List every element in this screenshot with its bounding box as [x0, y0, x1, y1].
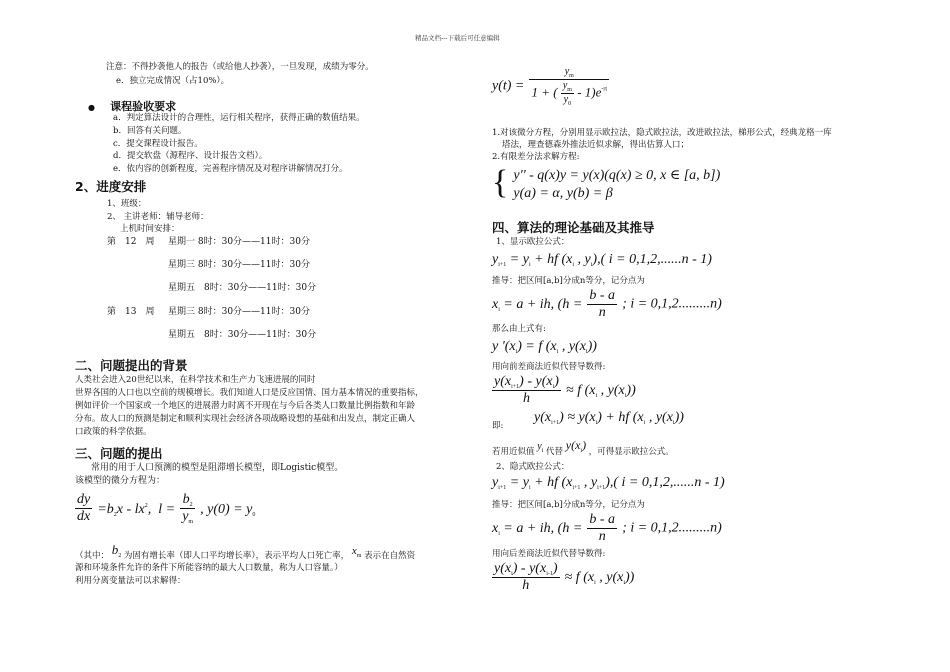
problem-line: 该模型的微分方程为： — [75, 476, 166, 486]
forward-diff-label: 用向前差商法近似代替导数得: — [492, 362, 606, 372]
explicit-euler-formula: $y_{i+1} = y_i$ + hf ($x_i$ , $y_i$),( i = 0,1,2,......n - 1) — [492, 252, 712, 268]
grid-points-formula: $x_i = a$ + ih, (h = $\frac{b - a}{n}$ ; i = 0,1,2.........n) — [492, 288, 722, 320]
problem-line: 常用的用于人口预测的模型是阻滞增长模型，即Logistic模型。 — [91, 463, 344, 473]
section-3-heading: 三、问题的提出 — [75, 446, 163, 461]
class-label: 1、班级： — [107, 199, 147, 209]
section-4-heading: 四、算法的理论基础及其推导 — [492, 220, 655, 235]
separation-line: 利用分离变量法可以求解得： — [75, 576, 186, 586]
acceptance-item: d．提交软盘（源程序、设计报告文档）。 — [113, 151, 268, 161]
backward-diff-formula: $\frac{y(x_i) - y(x_{i-1})}{h}$ ≈ f ($x_i$ , $y(x_i)$) — [494, 561, 635, 593]
schedule-slot: 星期一 8时：30分——11时：30分 — [168, 237, 310, 247]
background-line: 世界各国的人口也以空前的规模增长。我们知道人口是反应国情、国力基本情况的重要指标， — [75, 388, 424, 398]
background-line: 人类社会进入20世纪以来，在科学技术和生产力飞速进展的同时 — [75, 375, 316, 385]
ode-methods-line: 1.对该微分方程，分别用显示欧拉法，隐式欧拉法，改进欧拉法，梯形公式，经典龙格一库 — [492, 128, 832, 138]
background-line: 例如评价一个国家或一个地区的进展潜力时离不开现在与今后各类人口数量比例指数和年龄 — [75, 401, 416, 411]
week-12-label: 第 12 周 — [107, 237, 155, 247]
schedule-slot: 星期三 8时：30分——11时：30分 — [168, 260, 310, 270]
section-2-heading: 二、问题提出的背景 — [75, 358, 188, 373]
schedule-heading: 2、进度安排 — [75, 179, 147, 194]
schedule-slot: 星期三 8时：30分——11时：30分 — [168, 307, 310, 317]
independence-item: e．独立完成情况（占10%）。 — [116, 76, 230, 86]
acceptance-title: 课程验收要求 — [110, 100, 177, 113]
ode-methods-line: 塔法，理查德森外推法近似求解，得出估算人口； — [502, 140, 690, 150]
derivative-identity: y '$(x_i) = f$ ($x_i$ , $y(x_i)$) — [492, 339, 597, 355]
implicit-euler-formula: $y_{i+1} = y_i$ + hf ($x_{i+1}$ , $y_{i+1}$),( i = 0,1,2,......n - 1) — [492, 475, 725, 491]
implicit-euler-title: 2、隐式欧拉公式： — [496, 462, 570, 472]
bullet-icon: ● — [88, 103, 95, 112]
machine-time-label: 上机时间安排： — [120, 224, 180, 234]
acceptance-item: b．回答有关问题。 — [113, 126, 187, 136]
derive-label: 推导：把区间[a,b]分成n等分，记分点为 — [492, 276, 645, 286]
l-fraction: $\frac{b_2}{y_m}$ — [182, 492, 194, 525]
boundary-value-system: { y'' - q(x)y = y(x)(q(x) ≥ 0, x ∈ [a, b]) y(a) = α, y(b) = β — [492, 164, 721, 201]
derive-label: 推导：把区间[a,b]分成n等分，记分点为 — [492, 500, 645, 510]
acceptance-item: a．判定算法设计的合理性，运行相关程序，获得正确的数值结果。 — [113, 113, 365, 123]
backward-diff-label: 用向后差商法近似代替导数得: — [492, 549, 606, 559]
schedule-slot: 星期五 8时：30分——11时：30分 — [168, 330, 317, 340]
acceptance-heading — [88, 95, 176, 114]
parameter-description-line2: 源和环境条件允许的条件下所能容纳的最大人口数量，称为人口容量。） — [75, 563, 343, 573]
forward-diff-formula: $\frac{y(x_{i+1}) - y(x_i)}{h}$ ≈ f ($x_i$ , $y(x_i)$) — [494, 374, 636, 406]
parameter-description: （其中： $b_2$ 为固有增长率（即人口平均增长率），表示平均人口死亡率， $x_m$ 表示在自然资 — [75, 542, 416, 561]
teacher-label: 2、 主讲老师：辅导老师： — [107, 212, 209, 222]
approx-sentence: 若用近似值 $y_i$ 代替 $y(x_i)$ ，可得显示欧拉公式。 — [492, 438, 674, 457]
background-line: 分布。故人口的预测是制定和顺利实现社会经济各项战略设想的基础和出发点，制定正确人 — [75, 414, 416, 424]
background-paragraph — [75, 374, 465, 439]
acceptance-item: c．提交课程设计报告。 — [113, 139, 203, 149]
finite-diff-line: 2.有限差分法求解方程: — [492, 152, 580, 162]
then-label: 那么由上式有: — [492, 324, 546, 334]
dy-dx-fraction: $\frac{dy}{dx}$ — [77, 492, 91, 524]
grid-points-formula-2: $x_i = a$ + ih, (h = $\frac{b - a}{n}$ ; i = 0,1,2.........n) — [492, 512, 722, 544]
explicit-approx-formula: $y(x_{i+1}) \approx y(x_i)$ + hf ($x_i$ , $y(x_i)$) — [534, 410, 684, 426]
week-13-label: 第 13 周 — [107, 307, 155, 317]
logistic-equation: $\frac{dy}{dx}$ $=b_2x - lx^2$, l = $\frac{b_2}{y_m}$ , $y(0) = y_0$ — [77, 492, 256, 525]
schedule-slot: 星期五 8时：30分——11时：30分 — [168, 283, 317, 293]
page-header: 精品文档---下载后可任意编辑 — [415, 34, 500, 42]
acceptance-item: e．依内容的创新程度，完善程序情况及对程序讲解情况打分。 — [113, 164, 348, 174]
logistic-solution: y(t) = $y_m$ 1 + ( $\frac{y_m}{y_0}$ - $1)e^{-rt}$ — [492, 66, 608, 107]
explicit-euler-title: 1、显示欧拉公式： — [496, 237, 570, 247]
ji-label: 即: — [492, 421, 504, 431]
background-line: 口政策的科学依据。 — [75, 427, 152, 437]
plagiarism-note: 注意：不得抄袭他人的报告（或给他人抄袭），一旦发现，成绩为零分。 — [106, 62, 374, 72]
